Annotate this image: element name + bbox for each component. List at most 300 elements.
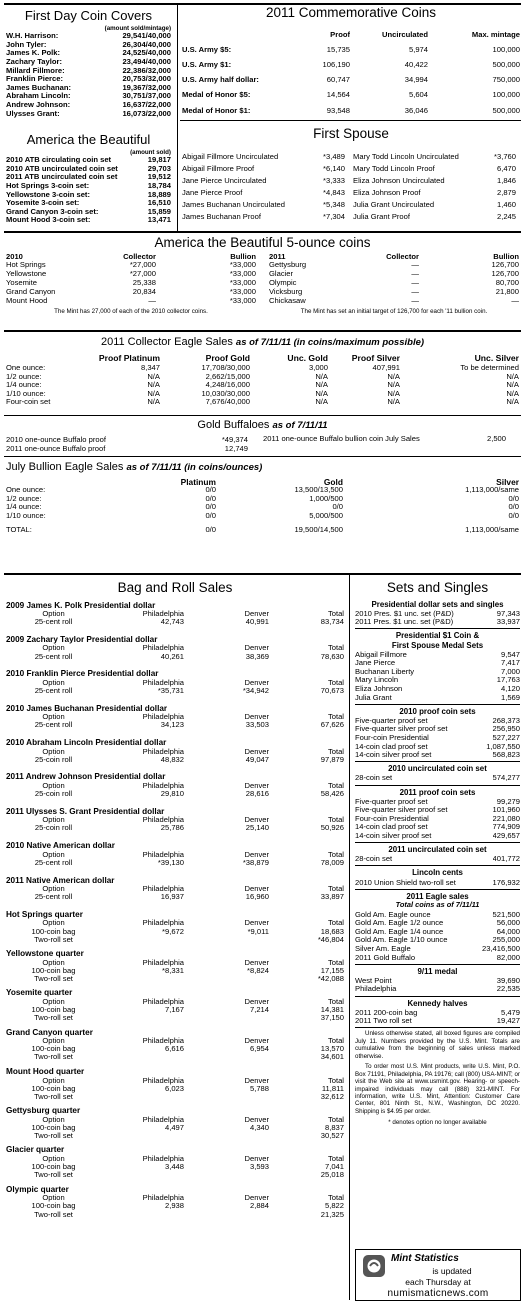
five-oz-col-header: Bullion (230, 252, 256, 261)
collector-eagle-label: 1/4 ounce: (6, 381, 42, 390)
commem-value: 93,548 (326, 105, 350, 115)
bag-roll-value: 32,612 (320, 1092, 344, 1101)
buffaloes-value: *49,374 (221, 434, 248, 444)
five-oz-label: Yosemite (6, 278, 37, 287)
commem-label: U.S. Army $5: (182, 44, 232, 54)
spouse-right-table (353, 151, 516, 223)
bag-roll-group-title: 2009 Zachary Taylor Presidential dollar (6, 634, 158, 644)
sets-block-title: Presidential $1 Coin & First Spouse Medal Sets (391, 631, 484, 650)
bag-roll-group (6, 704, 344, 730)
bag-roll-value: 42,743 (160, 618, 184, 627)
bag-roll-table (6, 610, 344, 626)
bullion-eagle-title-main: July Bullion Eagle Sales (6, 461, 124, 473)
bag-roll-option: Two-roll set (34, 1210, 73, 1219)
header-blank (6, 478, 96, 487)
first-day-value: 30,751/37,000 (122, 92, 171, 101)
bag-roll-col-header: Philadelphia (142, 713, 184, 722)
bag-roll-col-header: Philadelphia (142, 1076, 184, 1085)
bag-roll-value: *9,011 (247, 927, 269, 936)
bag-roll-value: 2,884 (249, 1202, 269, 1211)
bag-roll-col-header: Philadelphia (142, 850, 184, 859)
first-day-value: 23,494/40,000 (122, 58, 171, 67)
bag-roll-col-header: Denver (244, 885, 269, 894)
bag-roll-option: 25-coin roll (34, 755, 73, 764)
bag-roll-option: 25-cent roll (34, 721, 73, 730)
bag-roll-value: 13,570 (320, 1045, 344, 1054)
collector-eagle-value: 3,000 (308, 363, 328, 372)
sets-block-title: 9/11 medal (417, 966, 458, 976)
bag-roll-option: 100-coin bag (31, 1045, 76, 1054)
bag-roll-group-title: Gettysburg quarter (6, 1106, 81, 1116)
bag-roll-group (6, 1028, 344, 1062)
spouse-label: Julia Grant Proof (353, 211, 410, 221)
atb-value: 18,889 (147, 190, 171, 199)
five-oz-label: Chickasaw (269, 296, 306, 305)
first-day-value: 24,525/40,000 (122, 49, 171, 58)
bag-roll-group-title: 2011 Ulysses S. Grant Presidential dollar (6, 806, 165, 816)
atb-section (6, 133, 171, 225)
five-oz-col-header: 2010 (6, 252, 23, 261)
five-oz-label: Glacier (269, 270, 294, 279)
bag-roll-option: 100-coin bag (31, 966, 76, 975)
five-oz-section (6, 235, 519, 316)
commem-label: U.S. Army half dollar: (182, 75, 259, 85)
bag-roll-option: 25-coin roll (34, 824, 73, 833)
sets-value: 22,535 (496, 985, 520, 994)
collector-eagle-value: N/A (147, 372, 160, 381)
collector-eagle-value: N/A (315, 381, 328, 390)
spouse-label: Julia Grant Uncirculated (353, 199, 435, 209)
sets-value: 5,479 (500, 1008, 520, 1017)
bag-roll-option: Two-roll set (34, 1053, 73, 1062)
bag-roll-value (101, 1014, 184, 1022)
spouse-label: Eliza Johnson Uncirculated (353, 175, 445, 185)
spouse-left-table (182, 151, 345, 223)
five-oz-label: Mount Hood (6, 296, 48, 305)
sets-block (355, 890, 520, 965)
bag-roll-group-title: 2011 Native American dollar (6, 875, 115, 885)
bag-roll-col-header: Denver (244, 958, 269, 967)
commem-table (182, 27, 520, 118)
commem-value: 36,046 (404, 105, 428, 115)
five-oz-left-table (6, 253, 256, 316)
bag-roll-value: 40,261 (160, 652, 184, 661)
first-day-label: Zachary Taylor: (6, 58, 62, 67)
bag-roll-value: 58,426 (320, 790, 344, 799)
bullion-eagle-value: 13,500/13,500 (294, 486, 343, 495)
bag-roll-option: 100-coin bag (31, 1123, 76, 1132)
bag-roll-option: 25-coin roll (34, 790, 73, 799)
collector-eagle-value: 4,248/16,000 (205, 381, 250, 390)
sets-title: Sets and Singles (386, 580, 489, 595)
bag-roll-value: 7,167 (164, 1006, 184, 1015)
bag-roll-group-title: Mount Hood quarter (6, 1066, 85, 1076)
buffaloes-title-main: Gold Buffaloes (197, 419, 270, 431)
sets-block-title: Kennedy halves (407, 998, 468, 1008)
bag-roll-value (184, 936, 269, 944)
sets-value: 9,547 (500, 650, 520, 659)
atb-label: 2010 ATB circulating coin set (6, 156, 112, 165)
bag-roll-col-header: Option (42, 781, 65, 790)
bag-roll-value (101, 1053, 184, 1061)
sets-table (355, 610, 520, 627)
bullion-eagle-total: TOTAL: (6, 525, 32, 535)
spouse-label: Jane Pierce Uncirculated (182, 175, 267, 185)
bag-roll-option: Two-roll set (34, 974, 73, 983)
commem-value: 100,000 (492, 90, 520, 100)
bag-roll-group-title: 2011 Andrew Johnson Presidential dollar (6, 772, 166, 782)
bag-roll-value (184, 1014, 269, 1022)
sets-block (355, 598, 520, 630)
commem-label: Medal of Honor $1: (182, 105, 251, 115)
bullion-eagle-label: One ounce: (6, 486, 46, 495)
bag-roll-col-header: Denver (244, 1115, 269, 1124)
sets-label: Buchanan Liberty (355, 667, 415, 676)
table-grid (6, 435, 248, 453)
collector-eagle-section (6, 336, 519, 407)
atb-value: 29,703 (147, 164, 171, 173)
sets-section (355, 580, 520, 1127)
sets-label: Gold Am. Eagle 1/10 ounce (355, 936, 448, 945)
atb-label: Yellowstone 3-coin set: (6, 190, 90, 199)
five-oz-value: *33,000 (229, 296, 256, 305)
bag-roll-value (101, 936, 184, 944)
bag-roll-group-title: Grand Canyon quarter (6, 1027, 93, 1037)
sets-value: 7,000 (500, 667, 520, 676)
header-blank (6, 353, 78, 364)
bullion-eagle-title-italic: as of 7/11/11 (in coins/ounces) (126, 462, 263, 473)
collector-eagle-value: N/A (387, 389, 400, 398)
spouse-label: Abigail Fillmore Uncirculated (182, 151, 279, 161)
bag-roll-table (6, 713, 344, 729)
atb-value: 13,471 (147, 216, 171, 225)
bag-roll-table (6, 816, 344, 832)
table-grid (182, 151, 345, 223)
bag-roll-group (6, 635, 344, 661)
bag-roll-value: *8,331 (162, 966, 184, 975)
bag-roll-value: 6,616 (164, 1045, 184, 1054)
five-oz-value: *27,000 (129, 270, 156, 279)
rule (4, 330, 521, 332)
commem-label: U.S. Army $1: (182, 59, 232, 69)
atb-value: 16,510 (147, 199, 171, 208)
sets-value: 429,657 (492, 831, 520, 840)
rule (4, 573, 521, 575)
bag-roll-option: Two-roll set (34, 935, 73, 944)
buffaloes-label: 2011 one-ounce Buffalo proof (6, 443, 106, 453)
collector-eagle-value: N/A (506, 381, 519, 390)
bag-roll-value: 33,897 (320, 893, 344, 902)
bag-roll-value: 14,381 (320, 1006, 344, 1015)
bag-roll-col-header: Denver (244, 1155, 269, 1164)
bag-roll-col-header: Philadelphia (142, 610, 184, 619)
five-oz-value: — (411, 278, 419, 287)
spouse-value: 2,245 (496, 211, 516, 221)
sets-label: 14-coin silver proof set (355, 831, 432, 840)
bag-roll-group-title: Yellowstone quarter (6, 949, 84, 959)
bag-roll-option: 25-cent roll (34, 858, 73, 867)
collector-eagle-value: N/A (147, 389, 160, 398)
bag-roll-value (101, 1171, 184, 1179)
spouse-value: *3,489 (323, 151, 345, 161)
bag-roll-col-header: Option (42, 850, 65, 859)
coin-logo-icon (362, 1254, 386, 1278)
spouse-value: *6,140 (323, 163, 345, 173)
five-oz-col-header: Collector (386, 252, 419, 261)
bag-roll-table (6, 1116, 344, 1140)
sets-label: Five-quarter proof set (355, 716, 428, 725)
atb-label: 2010 ATB uncirculated coin set (6, 164, 118, 173)
sets-table (355, 855, 520, 864)
atb-value: 19,817 (147, 156, 171, 165)
sets-block (355, 843, 520, 866)
commem-value: 750,000 (492, 75, 520, 85)
sets-block-title: 2011 uncirculated coin set (388, 845, 487, 855)
bag-roll-value: 25,018 (320, 1171, 344, 1180)
bag-roll-value: 40,991 (245, 618, 269, 627)
commem-col-header: Uncirculated (382, 29, 428, 39)
collector-eagle-value: 2,662/15,000 (205, 372, 250, 381)
bullion-eagle-value: 1,113,000/same (465, 486, 519, 495)
five-oz-col-header: 2011 (269, 252, 286, 261)
buffaloes-title-italic: as of 7/11/11 (272, 420, 328, 431)
spouse-section (182, 126, 520, 223)
footer-site-link[interactable]: numismaticnews.com (387, 1288, 489, 1299)
bag-roll-table (6, 782, 344, 798)
bag-roll-col-header: Option (42, 998, 65, 1007)
sets-table (355, 651, 520, 702)
sets-block-title: 2010 proof coin sets (399, 706, 476, 716)
first-day-label: Andrew Johnson: (6, 101, 71, 109)
bag-roll-table (6, 959, 344, 983)
bag-roll-value: 28,616 (245, 790, 269, 799)
sets-block-subtitle: Total coins as of 7/11/11 (395, 899, 480, 909)
bag-roll-value: 5,788 (249, 1084, 269, 1093)
sets-label: 2011 200-coin bag (355, 1008, 418, 1017)
bullion-eagle-col-header: Platinum (180, 477, 216, 487)
table-grid (182, 27, 520, 118)
bag-roll-col-header: Denver (244, 678, 269, 687)
sets-table (355, 977, 520, 994)
sets-value: 255,000 (492, 936, 520, 945)
five-oz-title: America the Beautiful 5-ounce coins (154, 235, 371, 250)
five-oz-label: Yellowstone (6, 270, 47, 279)
sets-label: Abigail Fillmore (355, 650, 407, 659)
sets-block (355, 705, 520, 763)
bag-roll-value: 78,630 (320, 652, 344, 661)
bag-roll-value: 50,926 (320, 824, 344, 833)
bag-roll-col-header: Philadelphia (142, 958, 184, 967)
atb-table (6, 156, 171, 225)
bag-roll-col-header: Philadelphia (142, 678, 184, 687)
collector-eagle-value: N/A (315, 372, 328, 381)
atb-label: Hot Springs 3-coin set: (6, 182, 90, 191)
sets-label: Four-coin Presidential (355, 733, 429, 742)
buffaloes-right (263, 435, 506, 453)
vertical-divider (177, 5, 178, 231)
five-oz-value: 21,800 (495, 287, 519, 296)
five-oz-value: — (411, 270, 419, 279)
spouse-value: *3,333 (323, 175, 345, 185)
five-oz-value: — (411, 261, 419, 270)
bag-roll-col-header: Total (327, 919, 344, 928)
bag-roll-group (6, 988, 344, 1022)
collector-eagle-col-header: Unc. Silver (474, 352, 519, 363)
bag-roll-groups (6, 601, 344, 1219)
first-day-value: 22,386/32,000 (122, 66, 171, 75)
sets-label: 2010 Union Shield two-roll set (355, 878, 456, 887)
header-blank (182, 27, 290, 42)
bag-roll-group (6, 669, 344, 695)
bag-roll-col-header: Total (327, 781, 344, 790)
sets-value: 97,343 (496, 609, 520, 618)
atb-label: Grand Canyon 3-coin set: (6, 207, 99, 216)
bag-roll-col-header: Denver (244, 747, 269, 756)
bag-roll-value: 78,009 (320, 858, 344, 867)
bag-roll-option: Two-roll set (34, 1014, 73, 1023)
buffaloes-right-label: 2011 one-ounce Buffalo bullion coin July Sales (263, 434, 420, 443)
commem-value: 500,000 (492, 59, 520, 69)
bag-roll-value: 49,047 (245, 755, 269, 764)
bullion-eagle-section (6, 461, 519, 535)
commem-value: 40,422 (404, 59, 428, 69)
sets-block (355, 997, 520, 1029)
bag-roll-value: 70,673 (320, 686, 344, 695)
bag-roll-value: 7,214 (249, 1006, 269, 1015)
bag-roll-col-header: Philadelphia (142, 781, 184, 790)
footer-line1: is updated (432, 1266, 472, 1276)
sets-label: Gold Am. Eagle ounce (355, 910, 431, 919)
bag-roll-col-header: Denver (244, 998, 269, 1007)
bag-roll-group (6, 949, 344, 983)
bullion-eagle-value: 0/0 (508, 511, 519, 520)
bag-roll-value (184, 1211, 269, 1219)
bullion-eagle-value: 0/0 (205, 511, 216, 520)
bag-roll-col-header: Total (327, 998, 344, 1007)
bag-roll-table (6, 644, 344, 660)
bag-roll-title: Bag and Roll Sales (117, 580, 233, 595)
sets-value: 17,763 (496, 676, 520, 685)
spouse-value: 1,460 (496, 199, 516, 209)
bag-roll-col-header: Philadelphia (142, 998, 184, 1007)
bag-roll-table (6, 998, 344, 1022)
bag-roll-value: *9,672 (162, 927, 184, 936)
sets-label: 14-coin silver proof set (355, 751, 432, 760)
collector-eagle-title (6, 336, 519, 349)
five-oz-value: *33,000 (229, 270, 256, 279)
collector-eagle-title-main: 2011 Collector Eagle Sales (100, 336, 233, 348)
bag-roll-value (184, 1093, 269, 1101)
bag-roll-value (184, 975, 269, 983)
sets-label: Five-quarter proof set (355, 797, 428, 806)
bag-roll-value: 37,150 (320, 1014, 344, 1023)
bag-roll-section (6, 580, 344, 1224)
commem-value: 5,604 (408, 90, 428, 100)
bag-roll-col-header: Option (42, 610, 65, 619)
commem-value: 5,974 (408, 44, 428, 54)
bag-roll-value (184, 1053, 269, 1061)
bag-roll-group (6, 841, 344, 867)
five-oz-value: 20,834 (132, 287, 156, 296)
five-oz-value: 25,338 (132, 278, 156, 287)
atb-value: 19,512 (147, 173, 171, 182)
sets-label: Five-quarter silver proof set (355, 725, 448, 734)
bullion-eagle-value: 0/0 (205, 503, 216, 512)
spouse-value: *7,304 (323, 211, 345, 221)
bag-roll-value: 18,683 (320, 927, 344, 936)
collector-eagle-value: N/A (315, 389, 328, 398)
bag-roll-value (184, 1132, 269, 1140)
sets-value: 99,279 (496, 797, 520, 806)
bag-roll-col-header: Denver (244, 919, 269, 928)
bullion-eagle-value: 5,000/500 (309, 511, 343, 520)
first-day-value: 29,541/40,000 (122, 32, 171, 41)
bag-roll-option: 100-coin bag (31, 927, 76, 936)
sets-block-title: Presidential dollar sets and singles (371, 599, 504, 609)
collector-eagle-table (6, 353, 519, 407)
five-oz-label: Grand Canyon (6, 287, 56, 296)
five-oz-value: *33,000 (229, 278, 256, 287)
sets-note-1: Unless otherwise stated, all boxed figures are compiled July 11. Numbers provided by the U.S. Mint. Totals are cumulative from the beginning of sales unless marked otherwise. (355, 1030, 520, 1060)
bag-roll-col-header: Philadelphia (142, 644, 184, 653)
table-grid (6, 156, 171, 225)
sets-block (355, 762, 520, 785)
sets-note-3: * denotes option no longer available (388, 1119, 487, 1127)
bag-roll-value: 3,593 (249, 1163, 269, 1172)
bag-roll-col-header: Denver (244, 1194, 269, 1203)
table-grid (6, 525, 519, 535)
bag-roll-value: *35,731 (157, 686, 184, 695)
spouse-value: 2,879 (496, 187, 516, 197)
spouse-value: 6,470 (496, 163, 516, 173)
sets-label: Eliza Johnson (355, 685, 403, 693)
bag-roll-value (101, 1132, 184, 1140)
spouse-label: Jane Pierce Proof (182, 187, 243, 197)
first-day-col-head: (amount sold/mintage) (104, 24, 171, 32)
bullion-eagle-value: 0/0 (508, 503, 519, 512)
bag-roll-col-header: Total (327, 1037, 344, 1046)
bag-roll-option: Two-roll set (34, 1171, 73, 1180)
footer-line2: each Thursday at (405, 1277, 471, 1287)
spouse-label: Eliza Johnson Proof (353, 187, 421, 197)
sets-value: 401,772 (492, 855, 520, 864)
collector-eagle-col-header: Proof Gold (205, 352, 250, 363)
first-day-label: Abraham Lincoln: (6, 92, 71, 101)
first-day-label: John Tyler: (6, 40, 47, 49)
bullion-eagle-label: 1/10 ounce: (6, 511, 46, 520)
sets-value: 19,427 (496, 1017, 520, 1026)
bag-roll-group (6, 601, 344, 627)
sets-block (355, 629, 520, 704)
five-oz-value: 126,700 (491, 270, 519, 279)
bag-roll-group-title: Hot Springs quarter (6, 909, 83, 919)
sets-value: 56,000 (496, 919, 520, 928)
first-day-label: James K. Polk: (6, 49, 61, 58)
collector-eagle-value: N/A (506, 398, 519, 407)
bag-roll-col-header: Total (327, 1194, 344, 1203)
sets-value: 221,080 (492, 814, 520, 823)
sets-label: Philadelphia (355, 985, 397, 994)
table-grid (353, 151, 516, 223)
collector-eagle-col-header: Proof Platinum (98, 352, 160, 363)
collector-eagle-title-italic: as of 7/11/11 (in coins/maximum possible) (235, 337, 425, 348)
first-day-label: James Buchanan: (6, 83, 71, 92)
sets-value: 568,823 (492, 751, 520, 760)
bag-roll-col-header: Total (327, 1115, 344, 1124)
bag-roll-group (6, 807, 344, 833)
collector-eagle-label: One ounce: (6, 363, 46, 372)
rule (4, 456, 521, 457)
